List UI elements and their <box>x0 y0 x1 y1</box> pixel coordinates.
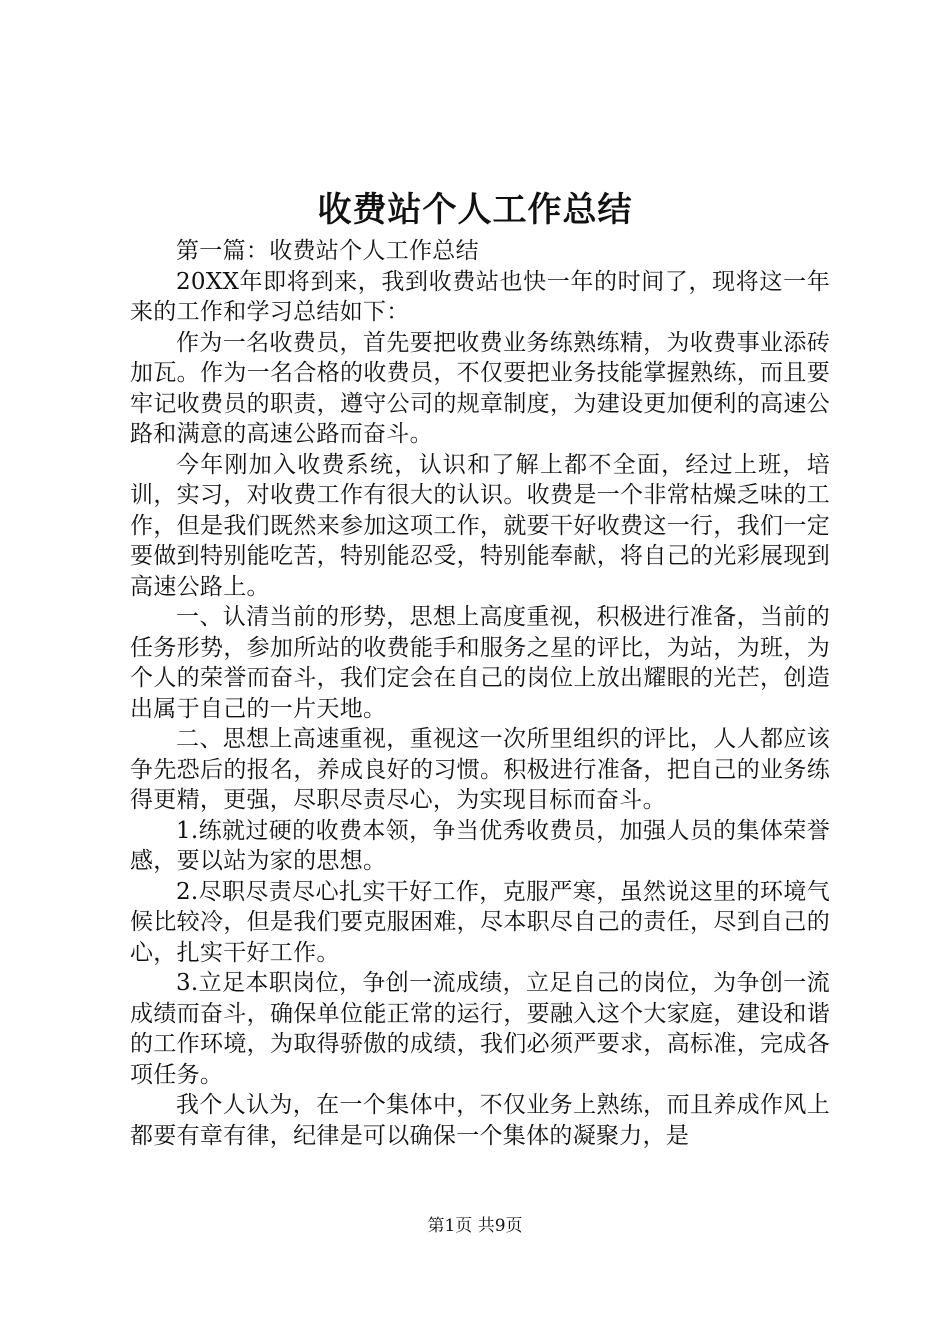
paragraph: 今年刚加入收费系统，认识和了解上都不全面，经过上班，培训，实习，对收费工作有很大的认识。收费是一个非常枯燥乏味的工作，但是我们既然来参加这项工作，就要干好收费这一行，我们一定要做到特别能吃苦，特别能忍受，特别能奉献，将自己的光彩展现到高速公路上。 <box>130 451 830 600</box>
paragraph-section-heading: 第一篇：收费站个人工作总结 <box>176 238 479 264</box>
paragraph: 一、认清当前的形势，思想上高度重视，积极进行准备，当前的任务形势，参加所站的收费能手和服务之星的评比，为站，为班，为个人的荣誉而奋斗，我们定会在自己的岗位上放出耀眼的光芒，创造出属于自己的一片天地。 <box>130 604 830 722</box>
paragraph: 20XX年即将到来，我到收费站也快一年的时间了，现将这一年来的工作和学习总结如下： <box>130 268 830 325</box>
paragraph: 作为一名收费员，首先要把收费业务练熟练精，为收费事业添砖加瓦。作为一名合格的收费员，不仅要把业务技能掌握熟练，而且要牢记收费员的职责，遵守公司的规章制度，为建设更加便利的高速公路和满意的高速公路而奋斗。 <box>130 329 830 447</box>
paragraph: 二、思想上高速重视，重视这一次所里组织的评比，人人都应该争先恐后的报名，养成良好的习惯。积极进行准备，把自己的业务练得更精，更强，尽职尽责尽心，为实现目标而奋斗。 <box>130 726 830 813</box>
paragraph: 2.尽职尽责尽心扎实干好工作，克服严寒，虽然说这里的环境气候比较冷，但是我们要克服困难，尽本职尽自己的责任，尽到自己的心，扎实干好工作。 <box>130 878 830 966</box>
paragraph: 我个人认为，在一个集体中，不仅业务上熟练，而且养成作风上都要有章有律，纪律是可以确保一个集体的凝聚力，是 <box>130 1092 830 1149</box>
paragraph: 1.练就过硬的收费本领，争当优秀收费员，加强人员的集体荣誉感，要以站为家的思想。 <box>130 817 830 874</box>
page-number-footer: 第1页 共9页 <box>427 1216 523 1236</box>
paragraph: 3.立足本职岗位，争创一流成绩，立足自己的岗位，为争创一流成绩而奋斗，确保单位能正常的运行，要融入这个大家庭，建设和谐的工作环境，为取得骄傲的成绩，我们必须严要求，高标准，完成各项任务。 <box>130 970 830 1088</box>
document-title: 收费站个人工作总结 <box>317 190 633 230</box>
document-body <box>130 236 830 1151</box>
